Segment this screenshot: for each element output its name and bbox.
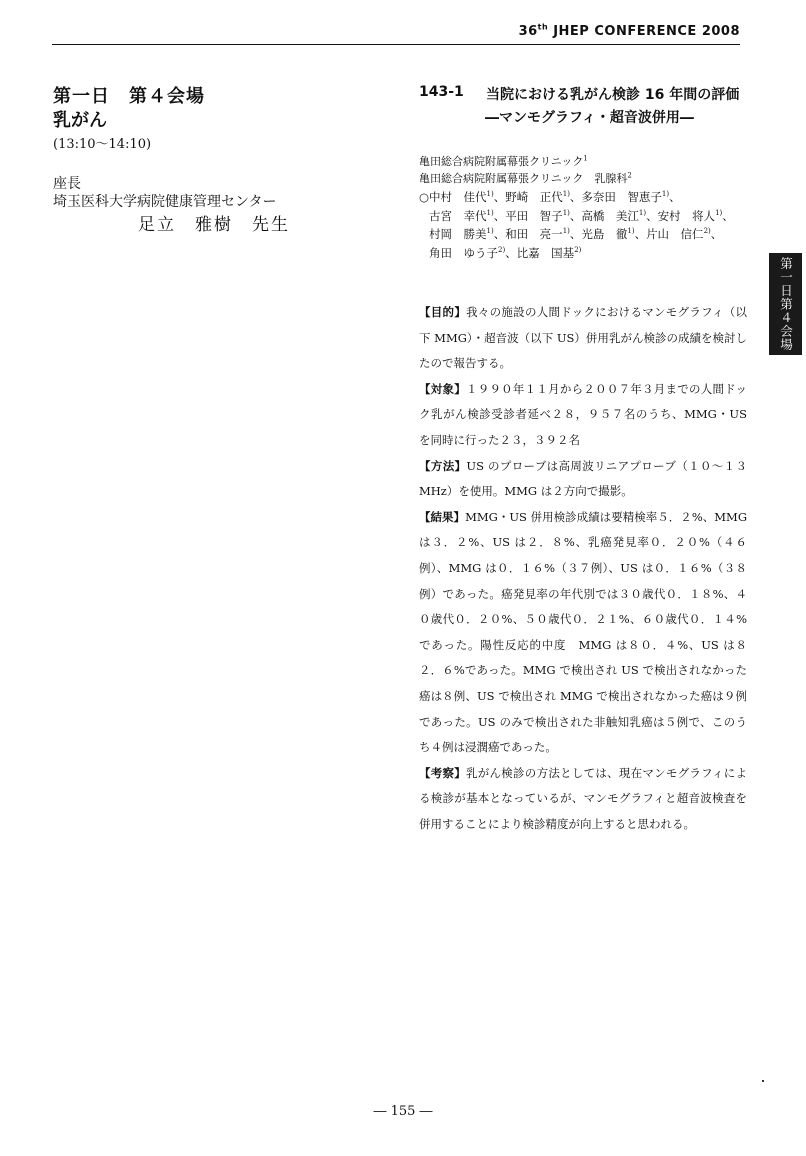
author-name: 多奈田 智恵子: [581, 190, 662, 204]
author-name: 比嘉 国基: [516, 245, 575, 260]
author-row: [419, 188, 749, 207]
author-row: [419, 225, 749, 244]
abstract-subtitle: ―マンモグラフィ・超音波併用―: [485, 110, 694, 126]
author-separator: 、: [634, 227, 647, 241]
abstract-body: [419, 300, 747, 837]
stray-dot: [762, 1080, 764, 1082]
author-mark: 2): [498, 245, 506, 254]
section-text: 我々の施設の人間ドックにおけるマンモグラフィ（以下 MMG）・超音波（以下 US）併用乳がん検診の成績を検討したので報告する。: [419, 305, 747, 371]
section-text: １９９０年１１月から２００７年３月までの人間ドック乳がん検診受診者延べ２８，９５７名のうち、MMG・US を同時に行った２３，３９２名: [419, 381, 748, 447]
author-mark: 1): [486, 208, 494, 217]
author-name: 古宮 幸代: [429, 208, 487, 223]
abstract-section: [419, 505, 747, 761]
header-title-prefix: 36: [518, 24, 538, 39]
author-separator: 、: [505, 245, 517, 260]
author-separator: 、: [669, 190, 681, 204]
author-mark: 1): [562, 208, 570, 217]
author-separator: 、: [569, 227, 582, 241]
affiliation-mark: 1: [583, 154, 588, 163]
abstract-title: 当院における乳がん検診 16 年間の評価: [486, 87, 740, 103]
abstract-number: 143-1: [419, 84, 464, 100]
header-title-rest: JHEP CONFERENCE 2008: [548, 24, 740, 39]
author-mark: 1): [486, 190, 494, 199]
side-tab: [769, 253, 802, 355]
section-text: MMG・US 併用検診成績は要精検率５．２%、MMG は３．２%、US は２．８%、乳癌発見率０．２０%（４６例）、MMG は０．１６%（３７例）、US は０．１６%（３８例）であった。癌発見率の年代別では３０歳代０．１８%、４０歳代０．２０%、５０歳代０．２１%、６０歳代０．１４%であった。陽性反応的中度 MMG は８０．４%、US は８２．６%であった。MMG で検出され US で検出されなかった癌は８例、US で検出され MMG で検出されなかった癌は９例であった。US のみで検出された非触知乳癌は５例で、このうち４例は浸潤癌であった。: [419, 509, 748, 755]
author-name: 角田 ゆう子: [429, 245, 498, 260]
author-name: ○中村 佳代: [419, 190, 487, 204]
author-separator: 、: [569, 208, 582, 223]
chair-label: 座長: [53, 176, 81, 192]
session-day-room: 第一日 第４会場: [53, 86, 205, 107]
author-separator: 、: [569, 190, 582, 204]
affiliation-1: [419, 153, 588, 169]
author-separator: 、: [493, 227, 506, 241]
author-separator: 、: [493, 208, 506, 223]
affiliation-text: 亀田総合病院附属幕張クリニック: [419, 155, 584, 168]
author-list: [419, 188, 749, 262]
section-label: 【結果】: [419, 509, 466, 524]
author-mark: 1): [638, 208, 647, 217]
author-mark: 1): [661, 190, 670, 199]
section-label: 【目的】: [419, 305, 467, 319]
author-mark: 2): [703, 227, 711, 236]
conference-header: [519, 24, 740, 39]
abstract-section: [419, 377, 747, 454]
section-label: 【方法】: [419, 458, 467, 473]
author-separator: 、: [710, 227, 723, 241]
author-name: 平田 智子: [505, 208, 563, 223]
section-label: 【考察】: [419, 765, 467, 780]
author-separator: 、: [646, 208, 658, 223]
author-separator: 、: [722, 208, 734, 223]
section-label: 【対象】: [419, 381, 466, 396]
author-row: [419, 244, 749, 263]
author-name: 野崎 正代: [505, 190, 563, 204]
author-name: 高橋 美江: [581, 208, 639, 223]
abstract-section: [419, 300, 747, 377]
author-mark: 1): [562, 190, 570, 199]
section-text: US のプローブは高周波リニアプローブ（１０〜１３MHz）を使用。MMG は２方向で撮影。: [419, 458, 748, 499]
side-tab-label: 第一日第４会場: [778, 256, 794, 352]
chair-name: 足立 雅樹 先生: [138, 215, 290, 235]
author-name: 光島 徹: [581, 227, 628, 241]
author-separator: 、: [493, 190, 506, 204]
header-rule: [52, 44, 740, 45]
affiliation-mark: 2: [627, 171, 632, 180]
section-text: 乳がん検診の方法としては、現在マンモグラフィによる検診が基本となっているが、マンモグラフィと超音波検査を併用することにより検診精度が向上すると思われる。: [419, 765, 748, 831]
abstract-section: [419, 454, 747, 505]
author-mark: 1): [486, 227, 494, 236]
affiliation-text: 亀田総合病院附属幕張クリニック 乳腺科: [419, 172, 628, 185]
author-row: [419, 207, 749, 226]
author-mark: 2): [574, 245, 582, 254]
session-topic: 乳がん: [53, 110, 107, 131]
page-number: ― 155 ―: [373, 1104, 433, 1119]
session-time: (13:10〜14:10): [53, 137, 152, 152]
header-title-sup: th: [537, 22, 549, 32]
author-name: 和田 亮一: [505, 227, 563, 241]
chair-affiliation: 埼玉医科大学病院健康管理センター: [53, 194, 277, 210]
affiliation-2: [419, 170, 632, 186]
author-name: 安村 将人: [657, 208, 716, 223]
author-mark: 1): [715, 208, 723, 217]
author-mark: 1): [562, 227, 570, 236]
author-name: 村岡 勝美: [429, 227, 487, 241]
author-mark: 1): [627, 227, 635, 236]
author-name: 片山 信仁: [646, 227, 704, 241]
abstract-section: [419, 761, 747, 838]
